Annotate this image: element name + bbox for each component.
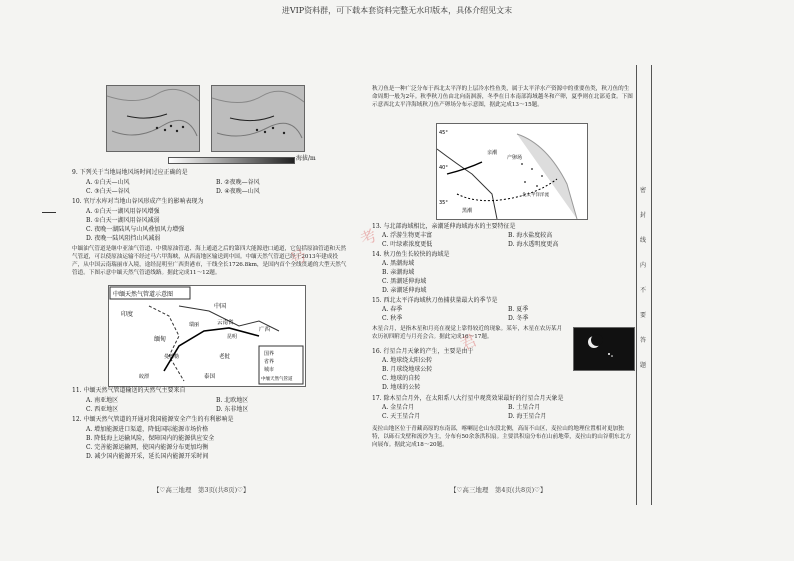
q11-option-d: D. 东非地区 [216, 406, 249, 413]
q11-option-b: B. 北欧地区 [216, 397, 249, 404]
moon-photo-graphic [574, 328, 634, 370]
topo-map-right-graphic [212, 86, 304, 151]
q14-option-d: D. 亲潮延伸海域 [382, 287, 427, 294]
label-myanmar: 缅甸 [154, 336, 167, 343]
map-legend-city: 城市 [264, 367, 275, 373]
moon-photo [573, 327, 635, 371]
q10-option-c: C. 夜晚一湖陆风与山风叠加风力增强 [86, 226, 185, 233]
q15-option-c: C. 秋季 [382, 315, 403, 322]
q14-option-a: A. 黑潮海域 [382, 260, 415, 267]
q17-option-d: D. 海王星合月 [508, 413, 547, 420]
q9-option-c: C. ③白天—谷风 [86, 188, 130, 195]
strip-char-4: 内 [640, 262, 647, 269]
q10-option-a: A. ①白天一湖风用谷风增强 [86, 208, 160, 215]
q17-option-b: B. 土星合月 [508, 404, 541, 411]
label-laos: 老挝 [219, 354, 231, 360]
left-page-footer: 【♡高三地理 第3页(共8页)♡】 [153, 486, 250, 494]
saury-map-spawning: 产卵场 [507, 155, 523, 161]
elevation-legend-bar [168, 157, 295, 164]
q13-option-d: D. 海水透明度更高 [508, 241, 559, 248]
binding-strip [636, 65, 652, 505]
q9-option-d: D. ④夜晚—山风 [216, 188, 260, 195]
saury-map [436, 123, 588, 220]
top-banner: 进VIP资料群，可下载本套资料完整无水印版本，具体介绍见文末 [281, 6, 513, 15]
q13-option-b: B. 海水盐度较高 [508, 232, 553, 239]
label-guangxi: 广西 [259, 327, 271, 333]
q10-stem: 10. 官厅水库对当地山谷风形成产生的影响表现为 [72, 198, 204, 205]
passage-16-17: 木星合月，是指木星和月亮在视觉上靠得较近的现象。某年，木星在农历某月农历初四附近与月亮会合。据此完成16～17题。 [372, 326, 563, 340]
q12-option-c: C. 完善能源运输网，使国内能源分布更加均衡 [86, 444, 209, 451]
q17-option-c: C. 天王星合月 [382, 413, 421, 420]
watermark-stamp-2: 考 [357, 225, 380, 250]
q15-option-a: A. 春季 [382, 306, 403, 313]
q13-option-c: C. 叶绿素浓度更低 [382, 241, 433, 248]
q12-stem: 12. 中缅天然气管道的开通对我国能源安全产生的有利影响是 [72, 416, 234, 423]
q12-option-a: A. 增加能源进口渠道，降低国际能源市场价格 [86, 426, 209, 433]
q15-option-b: B. 夏季 [508, 306, 529, 313]
map-legend-province: 省界 [264, 359, 275, 365]
strip-char-3: 线 [640, 237, 647, 244]
q16-option-d: D. 地球的公转 [382, 384, 421, 391]
label-kunming: 昆明 [227, 334, 238, 340]
passage-18-20: 麦拉山地区位于青藏高原的东南部，喀喇昆仑山东段北侧，高而不山区，麦拉山的地理位置相对更加独特，以砾石戈壁和流沙为主，分布有50余条洪积扇。主要洪积扇分布在山前地带，麦拉山的山谷朝东北方向展布。据此完成18～20题。 [372, 426, 631, 448]
q9-option-b: B. ②夜晚—谷风 [216, 179, 260, 186]
q15-option-d: D. 冬季 [508, 315, 529, 322]
q16-stem: 16. 行星合月天象的产生，主要是由于 [372, 348, 474, 355]
passage-13-15: 秋刀鱼是一种广泛分布于西北太平洋的上层冷水性鱼类，属于太平洋水产资源中的重要鱼类，秋刀鱼的生命周期一般为2年。秋季秋刀鱼由北向南洄游，冬季在日本南部海域越冬和产卵，夏季则在北部觅食。下图示意西北太平洋海域秋刀鱼产卵场分布示意图，据此完成13～15题。 [372, 86, 633, 108]
map-legend-border: 国界 [264, 351, 275, 357]
q12-option-d: D. 减少国内能源开采，延长国内能源开采时间 [86, 453, 209, 460]
passage-11-12: 中缅油气管道是继中亚油气管道、中俄原油管道、海上通道之后的第四大能源进口通道，它包括原油管道和天然气管道，可以使原油运输不经过马六甲海峡，从西南地区输送到中国。中缅天然气管道已经于2013年建成投产，从中国云南瑞丽市入境，途经昆明至广西贵港市，干线全长1726.8km，是国内首个全线贯通的大型天然气管道。下图示意中缅天然气管道线路。据此完成11～12题。 [72, 246, 347, 276]
saury-map-oyashio: 亲潮 [487, 150, 498, 156]
label-kyaukpyu: 皎漂 [139, 374, 150, 380]
q11-option-c: C. 西亚地区 [86, 406, 119, 413]
saury-map-graphic [437, 124, 587, 219]
right-page-footer: 【♡高三地理 第4页(共8页)♡】 [450, 486, 547, 494]
q16-option-c: C. 地球的自转 [382, 375, 421, 382]
strip-char-2: 封 [640, 212, 647, 219]
label-india: 印度 [121, 311, 134, 318]
margin-tick [42, 212, 56, 213]
q15-stem: 15. 西北太平洋海域秋刀鱼捕获量最大的季节是 [372, 297, 498, 304]
label-ruili: 瑞丽 [189, 322, 200, 328]
saury-map-lat-35: 35° [439, 200, 448, 206]
q17-stem: 17. 除木星合月外，在太阳系八大行星中观赏效果最好的行星合月天象是 [372, 395, 564, 402]
q9-option-a: A. ①白天—山风 [86, 179, 130, 186]
q16-option-b: B. 月球绕地球公转 [382, 366, 433, 373]
q14-option-b: B. 亲潮海域 [382, 269, 415, 276]
saury-map-kuroshio: 黑潮 [462, 208, 473, 214]
q14-option-c: C. 黑潮延伸海域 [382, 278, 427, 285]
strip-char-1: 密 [640, 187, 647, 194]
q11-stem: 11. 中缅天然气管道输送的天然气主要来自 [72, 387, 186, 394]
elevation-legend-label: 海拔/m [296, 155, 316, 162]
label-yunnan: 云南省 [217, 320, 234, 326]
pipeline-map-title: 中缅天然气管道示意图 [113, 291, 174, 298]
watermark-stamp-1: 号 [287, 245, 310, 270]
watermark-stamp-3: 君 [457, 330, 480, 355]
q13-option-a: A. 浮游生物更丰富 [382, 232, 433, 239]
q17-option-a: A. 金星合月 [382, 404, 415, 411]
q13-stem: 13. 与北部海域相比，亲潮延伸海域海水的主要特征是 [372, 223, 516, 230]
saury-map-lat-45: 45° [439, 130, 448, 136]
label-china: 中国 [214, 303, 227, 310]
saury-map-current: 北太平洋洋流 [522, 193, 549, 198]
topo-map-left-graphic [107, 86, 199, 151]
q12-option-b: B. 降低海上运输风险，保障国内的能源供应安全 [86, 435, 215, 442]
q9-stem: 9. 下列关于当地局地风场时间过应正确的是 [72, 169, 188, 176]
topo-map-left [106, 85, 200, 152]
pipeline-map-graphic [109, 286, 305, 386]
strip-char-8: 题 [640, 362, 647, 369]
topo-map-right [211, 85, 305, 152]
q10-option-d: D. 夜晚一陆风阻挡山风减弱 [86, 235, 161, 242]
q16-option-a: A. 地球绕太阳公转 [382, 357, 433, 364]
q10-option-b: B. ①白天一湖风用谷风减弱 [86, 217, 160, 224]
saury-map-lat-40: 40° [439, 165, 448, 171]
label-thailand: 泰国 [204, 374, 216, 380]
right-page [368, 45, 668, 505]
strip-char-7: 答 [640, 337, 647, 344]
q11-option-a: A. 南亚地区 [86, 397, 119, 404]
left-page [68, 45, 368, 505]
strip-char-6: 要 [640, 312, 647, 319]
label-mandalay: 曼德勒 [164, 354, 180, 360]
strip-char-5: 不 [640, 287, 647, 294]
map-legend-pipeline: 中缅天然气管道 [261, 377, 293, 382]
q14-stem: 14. 秋刀鱼生长较快的海域是 [372, 251, 450, 258]
pipeline-map [108, 285, 306, 387]
